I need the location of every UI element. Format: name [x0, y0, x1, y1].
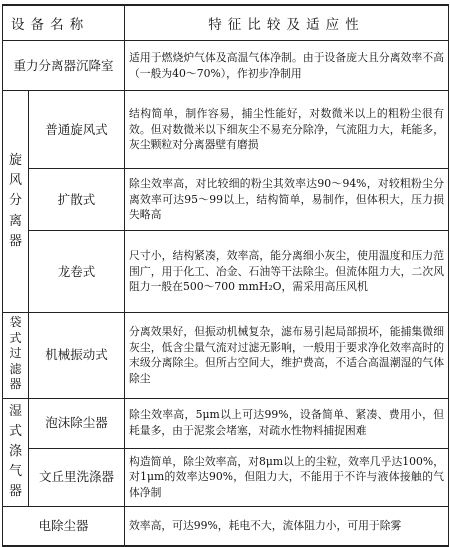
- equipment-name: 泡沫除尘器: [29, 398, 125, 448]
- table-row: [3, 398, 449, 448]
- equipment-name: 电除尘器: [3, 506, 125, 546]
- header-features: 特征比较及适应性: [125, 5, 449, 41]
- equipment-description: 尺寸小，结构紧凑，效率高，能分离细小灰尘，使用温度和压力范围广，用于化工、冶金、石油等干法除尘。但流体阻力大，二次风阻力一般在500～700 mmH₂O，需采用高压风机: [125, 231, 449, 313]
- group-label-wet-scrubber: 湿式涤气器: [3, 398, 29, 506]
- table-header-row: [3, 5, 449, 41]
- equipment-name: 文丘里洗涤器: [29, 448, 125, 506]
- table-row: [3, 91, 449, 169]
- equipment-name: 扩散式: [29, 169, 125, 231]
- table-row: [3, 169, 449, 231]
- equipment-name: 龙卷式: [29, 231, 125, 313]
- table-row: [3, 41, 449, 91]
- group-label-bag-filter: 袋式过滤器: [3, 313, 29, 399]
- group-label-cyclone: 旋风分离器: [3, 91, 29, 313]
- table-row: [3, 448, 449, 506]
- table-row: [3, 313, 449, 399]
- equipment-description: 结构简单，制作容易，捕尘性能好，对数微米以上的粗粉尘很有效。但对数微米以下细灰尘不易充分除净，气流阻力大，耗能多，灰尘颗粒对分离器壁有磨损: [125, 91, 449, 169]
- table-row: [3, 506, 449, 546]
- equipment-description: 分离效果好，但振动机械复杂，滤布易引起局部损坏，能捕集微细灰尘，低含尘量气流对过滤无影响，一般用于要求净化效率高时的末级分离除尘。但所占空间大，维护费高，不适合高温潮湿的气体除尘: [125, 313, 449, 399]
- equipment-name: 普通旋风式: [29, 91, 125, 169]
- equipment-description: 构造简单，除尘效率高，对8μm以上的尘粒，效率几乎达100%，对1μm的效率达90%，但阻力大，不能用于不许与液体接触的气体净制: [125, 448, 449, 506]
- equipment-name: 重力分离器沉降室: [3, 41, 125, 91]
- dust-separator-comparison-table: [2, 4, 449, 547]
- equipment-description: 效率高，可达99%，耗电不大，流体阻力小，可用于除雾: [125, 506, 449, 546]
- equipment-name: 机械振动式: [29, 313, 125, 399]
- equipment-description: 除尘效率高，对比较细的粉尘其效率达90～94%，对较粗粉尘分离效率可达95～99以上，结构简单，易制作，但体积大，压力损失略高: [125, 169, 449, 231]
- header-equipment-name: 设备名称: [3, 5, 125, 41]
- equipment-description: 适用于燃烧炉气体及高温气体净制。由于设备庞大且分离效率不高（一般为40～70%），作初步净制用: [125, 41, 449, 91]
- table-row: [3, 231, 449, 313]
- equipment-description: 除尘效率高，5μm以上可达99%，设备简单、紧凑、费用小，但耗量多，由于泥浆会堵塞，对疏水性物料捕捉困难: [125, 398, 449, 448]
